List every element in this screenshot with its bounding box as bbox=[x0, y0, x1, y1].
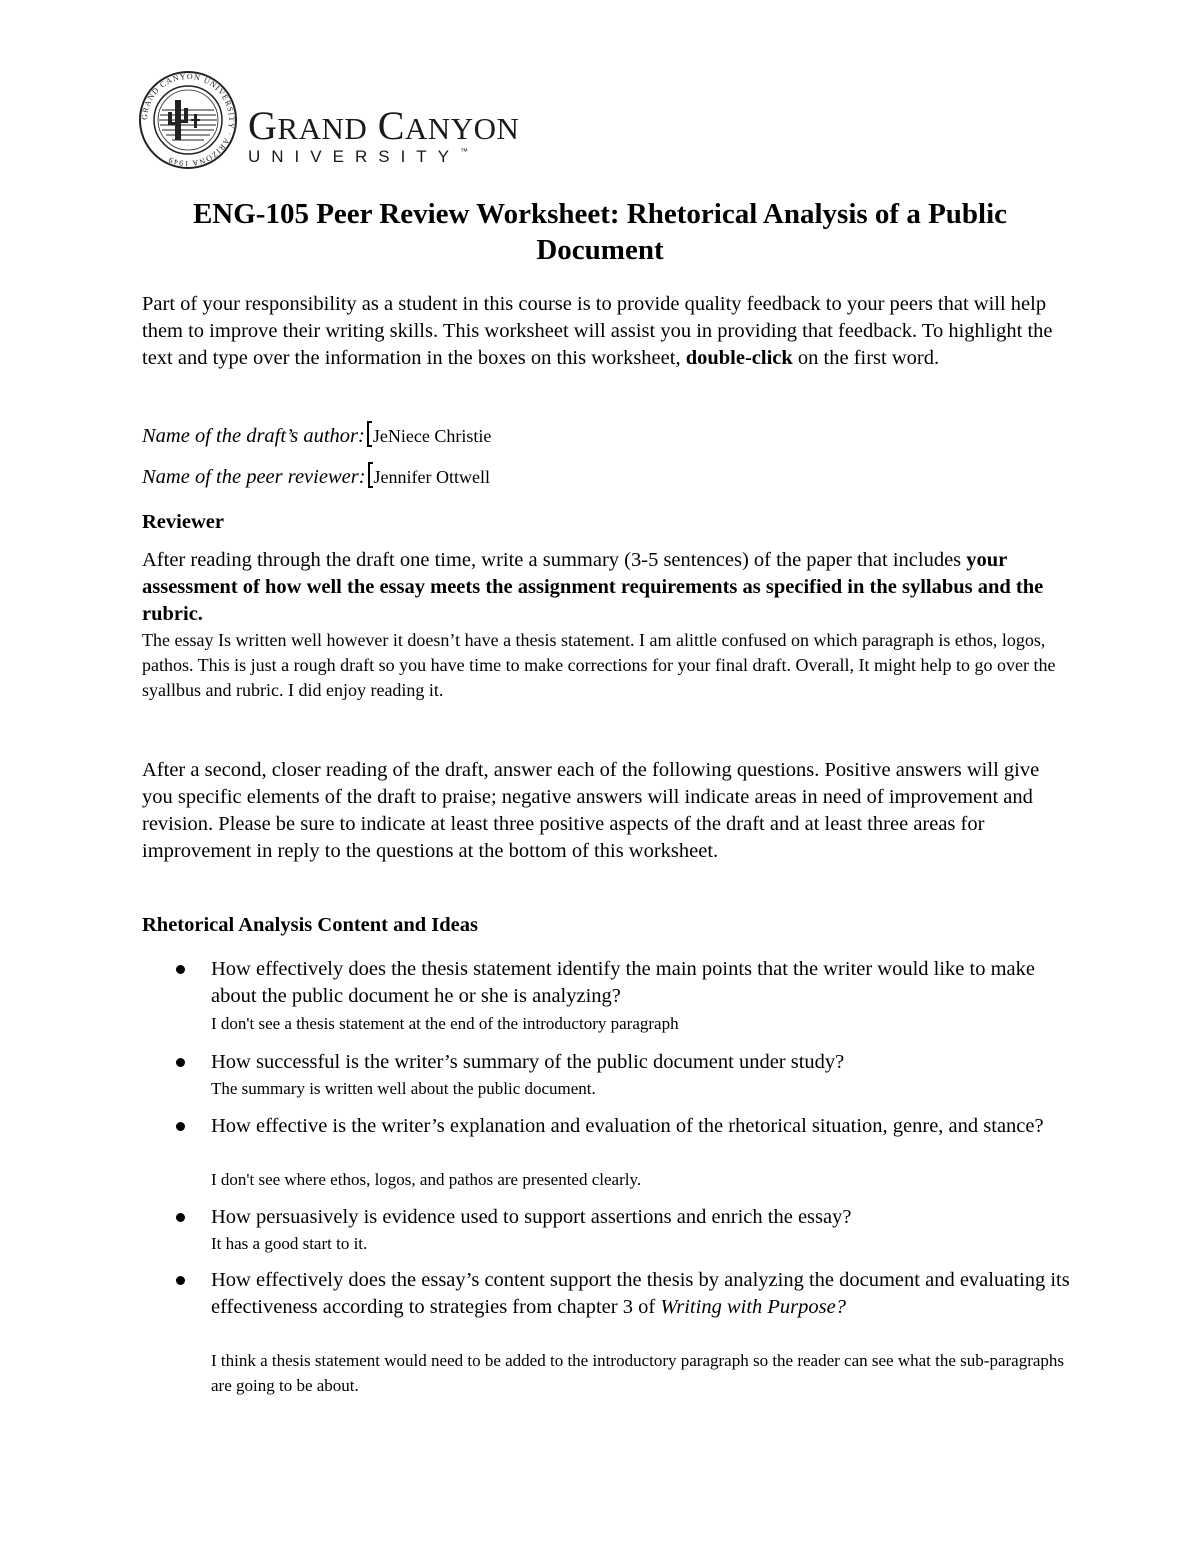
answer-field[interactable]: I think a thesis statement would need to be added to the introductory paragraph so the reader can see what the sub-paragraphs are going to be about. bbox=[211, 1351, 1065, 1395]
double-click-emphasis: double-click bbox=[685, 347, 793, 369]
content-ideas-heading: Rhetorical Analysis Content and Ideas bbox=[142, 914, 479, 936]
bullet-icon bbox=[176, 1276, 185, 1285]
second-reading-paragraph: After a second, closer reading of the draft, answer each of the following questions. Positive answers will give you specific elements of the draft to praise; negative answers will indicate areas in need of improvement and revision. Please be sure to indicate at least three positive aspects of the draft and at least three areas for improvement in reply to the questions at the bottom of this worksheet. bbox=[142, 759, 1040, 862]
bullet-icon bbox=[176, 965, 185, 974]
author-field[interactable]: JeNiece Christie bbox=[372, 426, 492, 446]
reviewer-field-row bbox=[142, 462, 490, 490]
question-text: How successful is the writer’s summary of the public document under study? bbox=[211, 1051, 845, 1073]
form-field-bracket bbox=[368, 462, 373, 488]
question-text: How effectively does the thesis statement identify the main points that the writer would like to make about the public document he or she is analyzing? bbox=[211, 958, 1035, 1007]
bullet-icon bbox=[176, 1213, 185, 1222]
title-line-2: Document bbox=[536, 234, 664, 266]
form-field-bracket bbox=[367, 421, 372, 447]
question-text: How effectively does the essay’s content support the thesis by analyzing the document and evaluating its effectiveness according to strategies from chapter 3 of Writing with Purpose? bbox=[211, 1269, 1070, 1318]
summary-answer-field[interactable]: The essay Is written well however it doesn’t have a thesis statement. I am alittle confused on which paragraph is ethos, logos, pathos. This is just a rough draft so you have time to make corrections for your final draft. Overall, It might help to go over the syallbus and rubric. I did enjoy reading it. bbox=[142, 630, 1056, 700]
author-label: Name of the draft’s author: bbox=[142, 425, 365, 447]
bullet-icon bbox=[176, 1058, 185, 1067]
summary-instruction: After reading through the draft one time, write a summary (3-5 sentences) of the paper that includes your assessment of how well the essay meets the assignment requirements as specified in the syllabus and the rubric. bbox=[142, 549, 1044, 625]
reviewer-heading: Reviewer bbox=[142, 511, 224, 533]
answer-field[interactable]: I don't see a thesis statement at the end of the introductory paragraph bbox=[211, 1014, 679, 1033]
university-logo bbox=[138, 70, 588, 170]
intro-paragraph: Part of your responsibility as a student in this course is to provide quality feedback to your peers that will help them to improve their writing skills. This worksheet will assist you in providing that feedback. To highlight the text and type over the information in the boxes on this worksheet, double-click on the first word. bbox=[142, 293, 1053, 369]
question-text: How persuasively is evidence used to support assertions and enrich the essay? bbox=[211, 1206, 852, 1228]
reviewer-label: Name of the peer reviewer: bbox=[142, 466, 366, 488]
author-field-row bbox=[142, 421, 491, 449]
answer-field[interactable]: I don't see where ethos, logos, and pathos are presented clearly. bbox=[211, 1170, 642, 1189]
seal-text: GRAND CANYON UNIVERSITY · ARIZONA 1949 bbox=[139, 71, 237, 169]
logo-subtitle: UNIVERSITY™ bbox=[248, 147, 469, 166]
title-line-1: ENG-105 Peer Review Worksheet: Rhetorical Analysis of a Public bbox=[192, 198, 1008, 230]
answer-field[interactable]: The summary is written well about the public document. bbox=[211, 1079, 596, 1098]
question-text: How effective is the writer’s explanation and evaluation of the rhetorical situation, genre, and stance? bbox=[211, 1115, 1044, 1137]
logo-wordmark: GRAND CANYON bbox=[248, 103, 520, 148]
bullet-icon bbox=[176, 1122, 185, 1131]
page-title bbox=[140, 196, 1060, 268]
answer-field[interactable]: It has a good start to it. bbox=[211, 1234, 368, 1253]
reviewer-field[interactable]: Jennifer Ottwell bbox=[373, 467, 490, 487]
university-seal-icon bbox=[138, 70, 238, 170]
